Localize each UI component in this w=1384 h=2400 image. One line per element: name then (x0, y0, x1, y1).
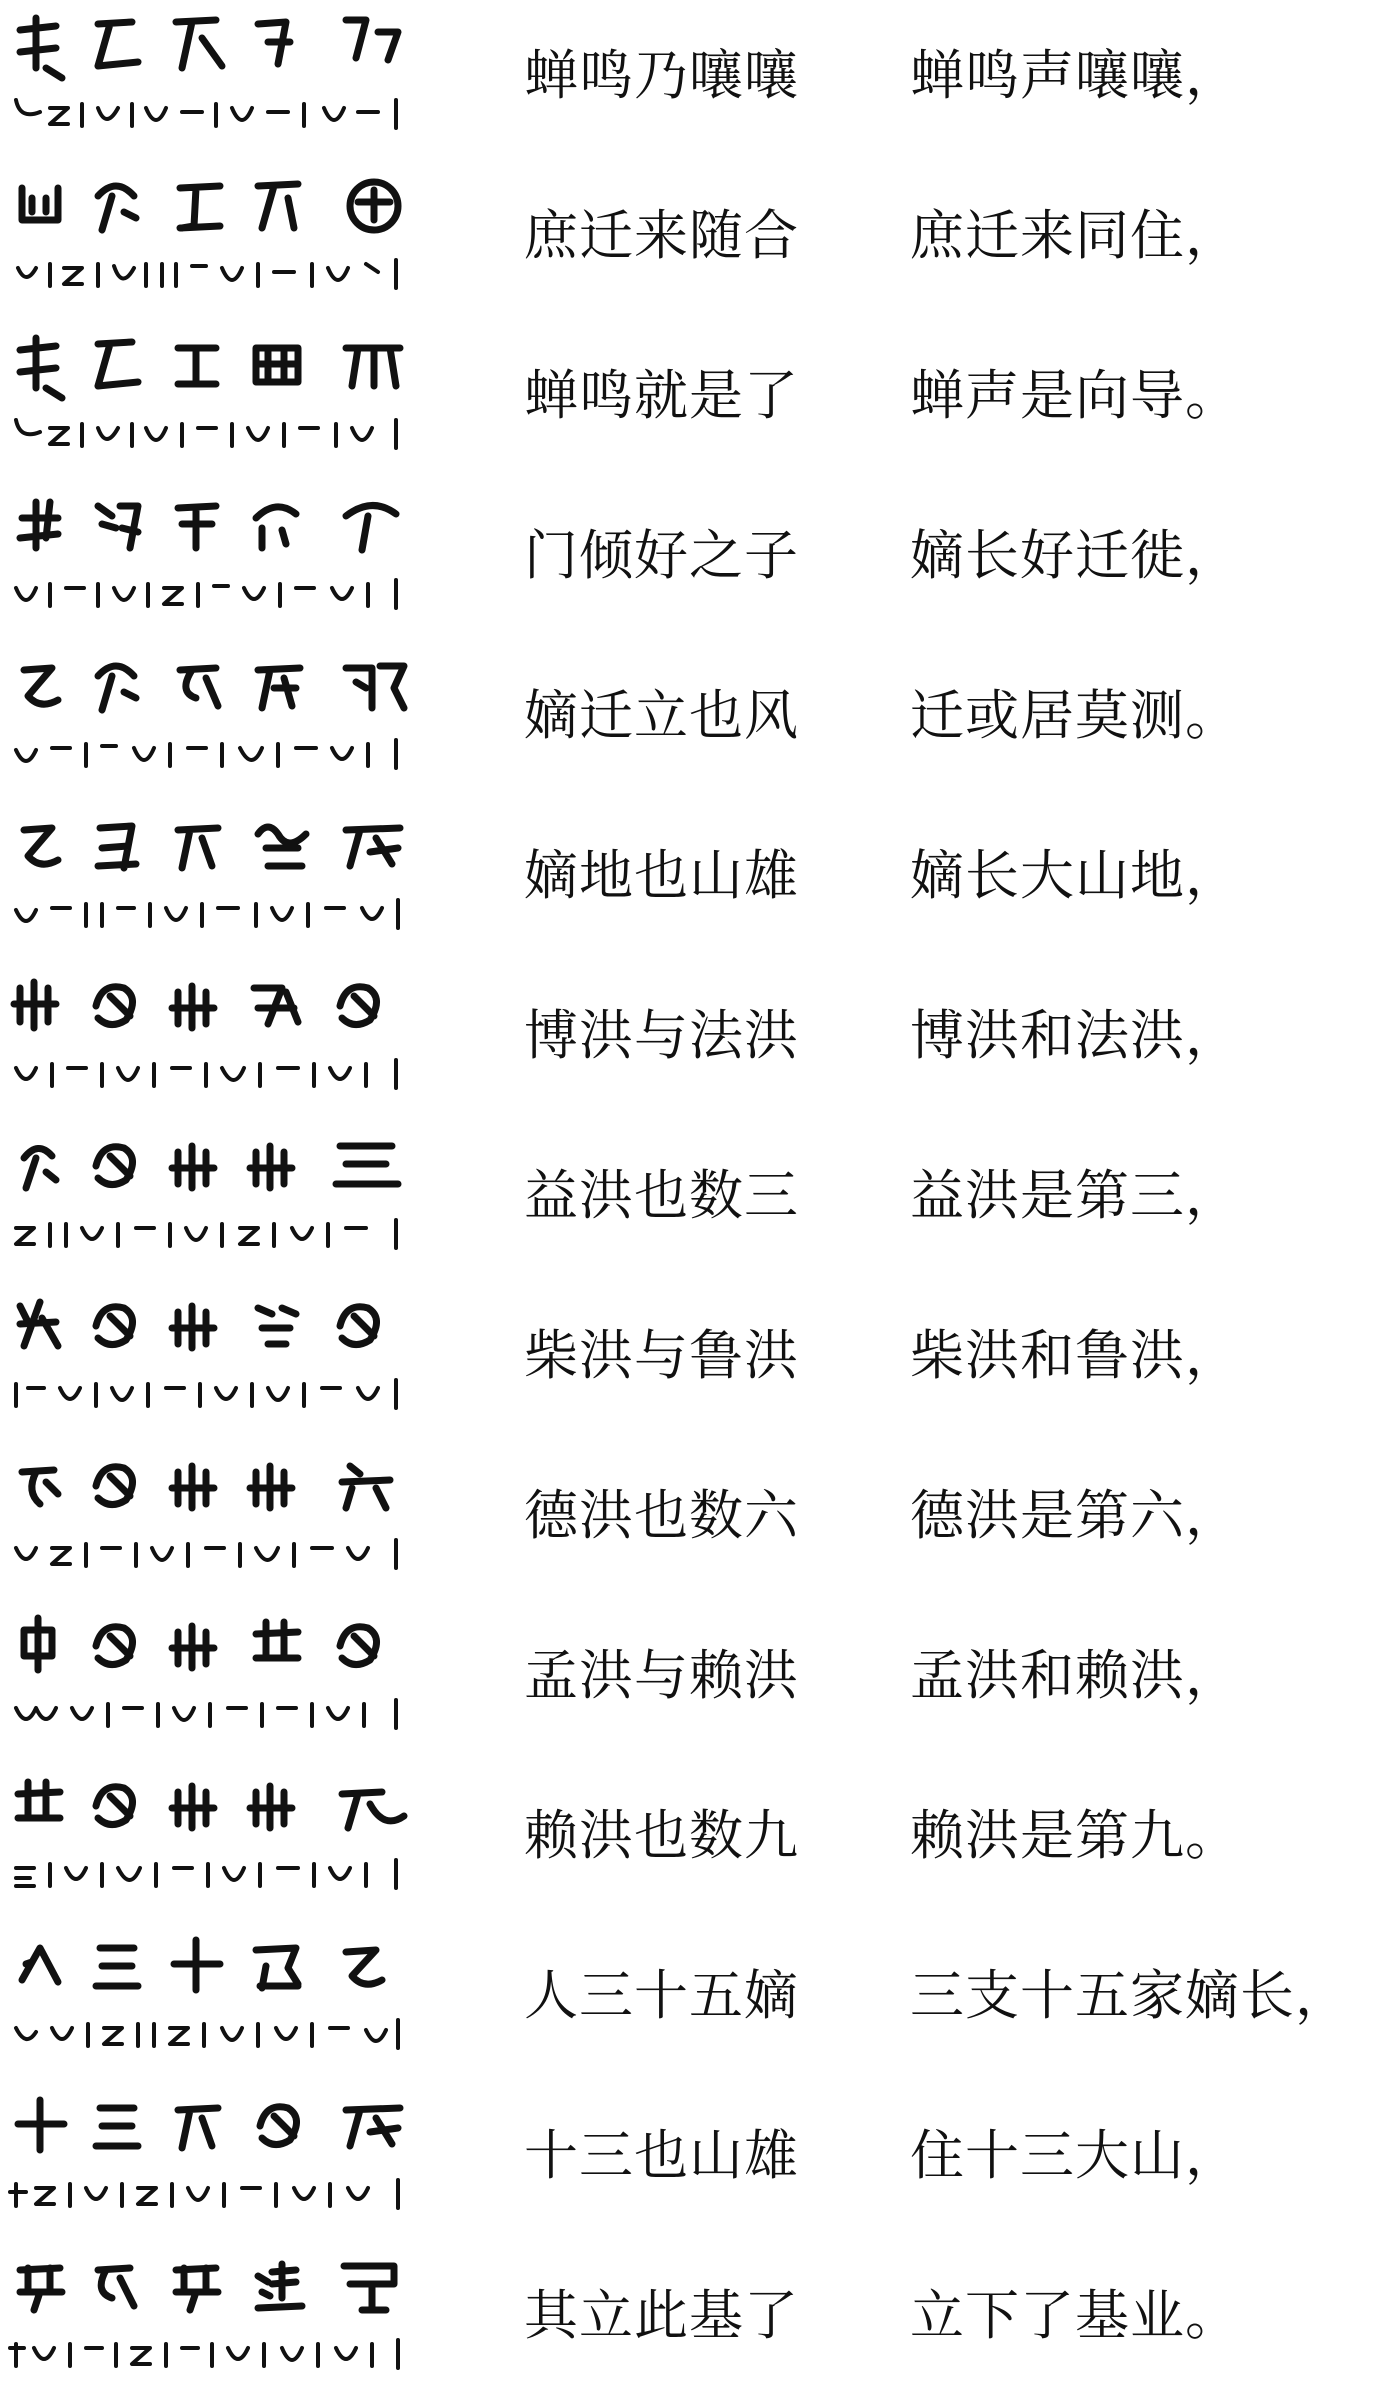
script-glyphs-image (6, 1928, 424, 2068)
free-translation: 蝉声是向导。 (910, 364, 1240, 427)
literal-translation: 蝉鸣就是了 (524, 364, 799, 427)
verse-row (0, 2240, 1384, 2400)
verse-row (0, 960, 1384, 1120)
verse-row (0, 800, 1384, 960)
script-glyphs-image (6, 1128, 424, 1268)
free-translation: 益洪是第三， (910, 1164, 1240, 1227)
literal-translation: 赖洪也数九 (524, 1804, 799, 1867)
literal-translation: 嫡地也山雄 (524, 844, 799, 907)
free-translation: 住十三大山， (910, 2124, 1240, 2187)
verse-row (0, 1440, 1384, 1600)
free-translation: 迁或居莫测。 (910, 684, 1240, 747)
script-glyphs-image (6, 2248, 424, 2388)
free-translation: 赖洪是第九。 (910, 1804, 1240, 1867)
free-translation: 柴洪和鲁洪， (910, 1324, 1240, 1387)
literal-translation: 柴洪与鲁洪 (524, 1324, 799, 1387)
free-translation: 博洪和法洪， (910, 1004, 1240, 1067)
verse-row (0, 320, 1384, 480)
literal-translation: 人三十五嫡 (524, 1964, 799, 2027)
literal-translation: 益洪也数三 (524, 1164, 799, 1227)
script-glyphs-image (6, 488, 424, 628)
script-glyphs-image (6, 8, 424, 148)
literal-translation: 蝉鸣乃嚷嚷 (524, 44, 799, 107)
script-glyphs-image (6, 1288, 424, 1428)
verse-row (0, 1760, 1384, 1920)
verse-row (0, 640, 1384, 800)
script-glyphs-image (6, 1768, 424, 1908)
free-translation: 蝉鸣声嚷嚷， (910, 44, 1240, 107)
script-glyphs-image (6, 808, 424, 948)
verse-row (0, 0, 1384, 160)
script-glyphs-image (6, 168, 424, 308)
verse-row (0, 1120, 1384, 1280)
script-glyphs-image (6, 2088, 424, 2228)
free-translation: 德洪是第六， (910, 1484, 1240, 1547)
script-glyphs-image (6, 968, 424, 1108)
script-glyphs-image (6, 1448, 424, 1588)
literal-translation: 门倾好之子 (524, 524, 799, 587)
literal-translation: 十三也山雄 (524, 2124, 799, 2187)
script-glyphs-image (6, 328, 424, 468)
script-glyphs-image (6, 1608, 424, 1748)
free-translation: 嫡长好迁徙， (910, 524, 1240, 587)
literal-translation: 庶迁来随合 (524, 204, 799, 267)
literal-translation: 孟洪与赖洪 (524, 1644, 799, 1707)
literal-translation: 其立此基了 (524, 2284, 799, 2347)
verse-row (0, 1280, 1384, 1440)
free-translation: 庶迁来同住， (910, 204, 1240, 267)
free-translation: 嫡长大山地， (910, 844, 1240, 907)
verse-row (0, 160, 1384, 320)
verse-row (0, 480, 1384, 640)
verse-row (0, 2080, 1384, 2240)
free-translation: 三支十五家嫡长， (910, 1964, 1350, 2027)
literal-translation: 博洪与法洪 (524, 1004, 799, 1067)
literal-translation: 嫡迁立也风 (524, 684, 799, 747)
literal-translation: 德洪也数六 (524, 1484, 799, 1547)
script-glyphs-image (6, 648, 424, 788)
free-translation: 孟洪和赖洪， (910, 1644, 1240, 1707)
free-translation: 立下了基业。 (910, 2284, 1240, 2347)
verse-row (0, 1920, 1384, 2080)
verse-row (0, 1600, 1384, 1760)
